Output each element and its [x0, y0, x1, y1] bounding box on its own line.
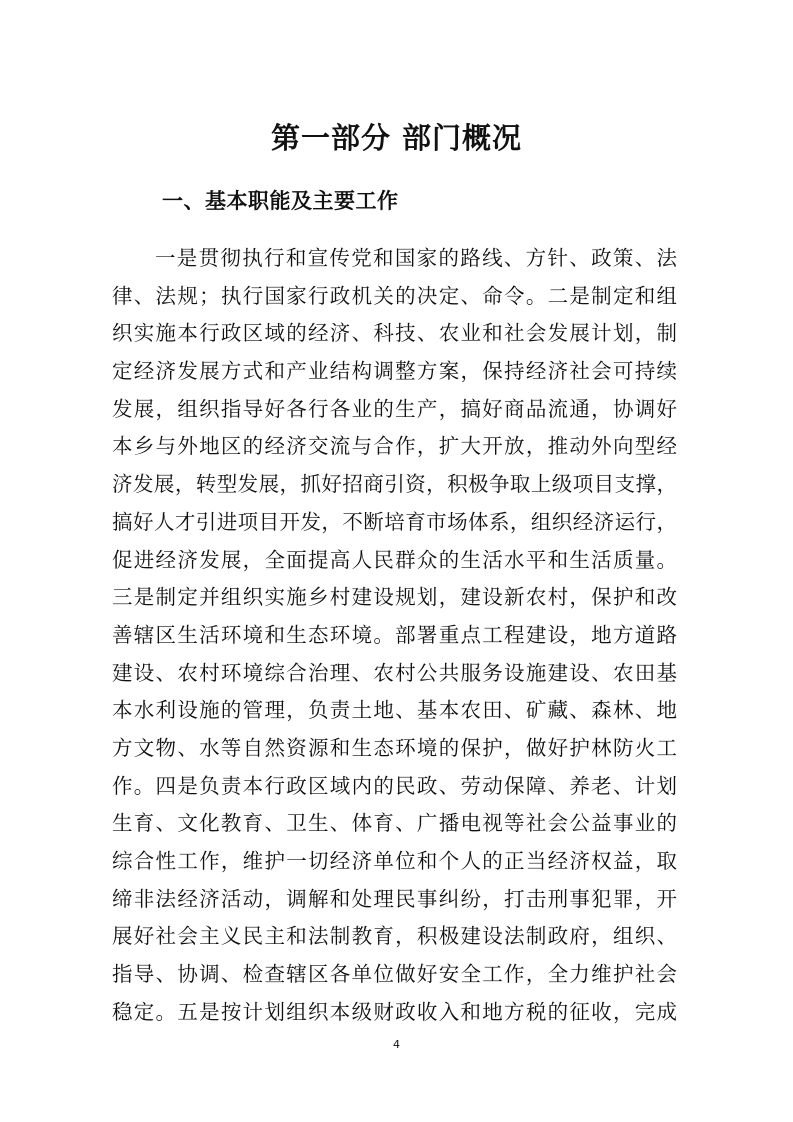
body-line: 方文物、水等自然资源和生态环境的保护，做好护林防火工	[112, 735, 677, 760]
body-line: 稳定。五是按计划组织本级财政收入和地方税的征收，完成	[112, 999, 677, 1024]
body-line: 缔非法经济活动，调解和处理民事纠纷，打击刑事犯罪，开	[112, 886, 677, 911]
body-line: 展好社会主义民主和法制教育，积极建设法制政府，组织、	[112, 924, 677, 949]
body-line: 定经济发展方式和产业结构调整方案，保持经济社会可持续	[112, 359, 677, 384]
body-line: 本乡与外地区的经济交流与合作，扩大开放，推动外向型经	[112, 434, 677, 459]
body-line: 一是贯彻执行和宣传党和国家的路线、方针、政策、法	[155, 246, 677, 270]
body-line: 发展，组织指导好各行各业的生产，搞好商品流通，协调好	[112, 396, 677, 421]
body-line: 律、法规；执行国家行政机关的决定、命令。二是制定和组	[112, 283, 677, 308]
body-line: 生育、文化教育、卫生、体育、广播电视等社会公益事业的	[112, 811, 677, 836]
body-line: 济发展，转型发展，抓好招商引资，积极争取上级项目支撑，	[112, 472, 677, 497]
body-line: 促进经济发展，全面提高人民群众的生活水平和生活质量。	[112, 547, 677, 572]
body-line: 综合性工作，维护一切经济单位和个人的正当经济权益，取	[112, 849, 677, 873]
page-title: 第一部分 部门概况	[270, 121, 523, 155]
body-line: 建设、农村环境综合治理、农村公共服务设施建设、农田基	[112, 660, 677, 685]
body-line: 织实施本行政区域的经济、科技、农业和社会发展计划，制	[112, 321, 677, 346]
page-number: 4	[393, 1038, 400, 1051]
body-line: 善辖区生活环境和生态环境。部署重点工程建设，地方道路	[112, 622, 677, 647]
body-paragraph	[112, 240, 677, 1031]
body-line: 搞好人才引进项目开发，不断培育市场体系，组织经济运行，	[112, 509, 677, 534]
section-heading: 一、基本职能及主要工作	[162, 189, 399, 213]
body-line: 作。四是负责本行政区域内的民政、劳动保障、养老、计划	[112, 773, 677, 798]
body-line: 指导、协调、检查辖区各单位做好安全工作，全力维护社会	[112, 962, 677, 987]
body-line: 三是制定并组织实施乡村建设规划，建设新农村，保护和改	[112, 585, 677, 610]
body-line: 本水利设施的管理，负责土地、基本农田、矿藏、森林、地	[112, 698, 677, 723]
